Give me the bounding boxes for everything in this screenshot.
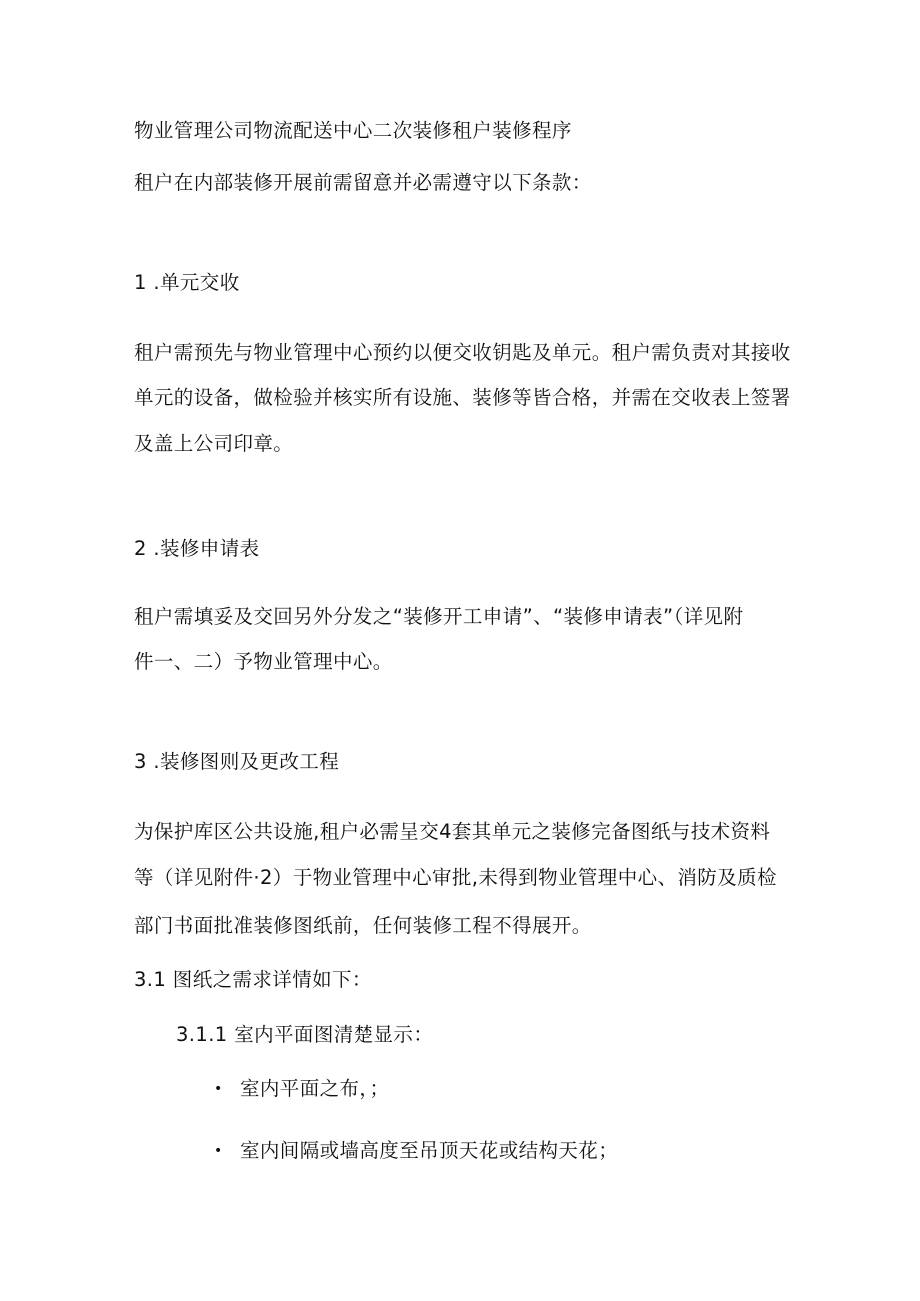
subsection-3-1-1: 3.1.1 室内平面图清楚显示： [176,1023,434,1046]
bullet-item-text: 室内间隔或墙高度至吊顶天花或结构天花； [240,1139,619,1162]
section-2-line-1: 租户需填妥及交回另外分发之“装修开工申请”、“装修申请表”（详见附 [134,605,744,628]
subsection-3-1: 3.1 图纸之需求详情如下： [134,968,372,991]
section-1-heading: 1 .单元交收 [134,271,240,294]
bullet-dot-icon: • [214,1081,223,1097]
document-title: 物业管理公司物流配送中心二次装修租户装修程序 [134,119,572,142]
section-2-line-2: 件一、二）予物业管理中心。 [134,650,393,673]
section-1-line-1: 租户需预先与物业管理中心预约以便交收钥匙及单元。租户需负责对其接收 [134,341,791,364]
section-3-heading: 3 .装修图则及更改工程 [134,750,340,773]
bullet-dot-icon: • [214,1143,223,1159]
bullet-item-text: 室内平面之布，； [240,1077,390,1100]
section-3-line-3: 部门书面批准装修图纸前，任何装修工程不得展开。 [134,914,592,937]
bullet-item-1 [214,1077,389,1101]
bullet-item-2 [214,1139,618,1163]
section-1-line-2: 单元的设备，做检验并核实所有设施、装修等皆合格，并需在交收表上签署 [134,386,791,409]
section-1-line-3: 及盖上公司印章。 [134,432,294,455]
section-3-line-1: 为保护库区公共设施,租户必需呈交4套其单元之装修完备图纸与技术资料 [134,820,771,843]
intro-text: 租户在内部装修开展前需留意并必需遵守以下条款： [134,171,592,194]
section-2-heading: 2 .装修申请表 [134,537,260,560]
section-3-line-2: 等（详见附件·2）于物业管理中心审批,未得到物业管理中心、消防及质检 [134,866,777,889]
